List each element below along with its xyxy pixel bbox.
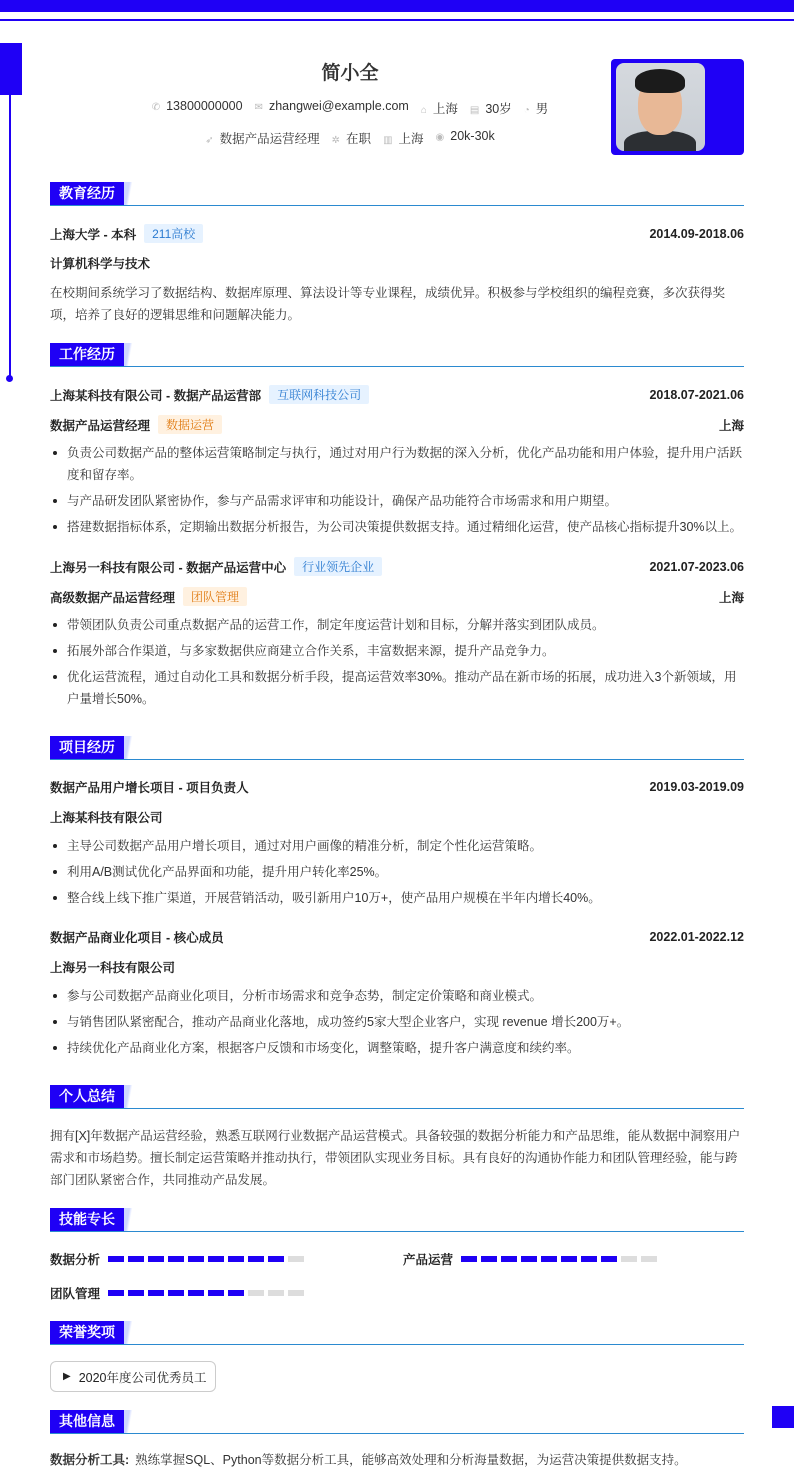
skill-item xyxy=(403,1250,657,1268)
gender: 男 xyxy=(535,102,549,116)
skill-level-segment xyxy=(461,1256,477,1262)
project-date: 2022.01-2022.12 xyxy=(649,930,744,944)
other-info xyxy=(50,1449,744,1471)
project-company: 上海另一科技有限公司 xyxy=(50,961,176,975)
skill-level-segment xyxy=(541,1256,557,1262)
entry-row xyxy=(50,958,744,976)
project-name: 数据产品用户增长项目 - 项目负责人 xyxy=(50,781,249,795)
expand-triangle-icon: ▶ xyxy=(63,1371,71,1382)
entry-row xyxy=(50,415,744,434)
section-title: 技能专长 xyxy=(50,1208,124,1231)
section-project xyxy=(50,736,744,760)
entry-row xyxy=(50,557,744,576)
project-name: 数据产品商业化项目 - 核心成员 xyxy=(50,931,224,945)
work-city: 上海 xyxy=(718,590,744,605)
skill-item xyxy=(50,1284,304,1302)
skill-level-segment xyxy=(228,1290,244,1296)
skill-level-segment xyxy=(108,1290,124,1296)
candidate-name: 简小全 xyxy=(321,63,379,84)
section-work xyxy=(50,343,744,367)
skill-level-segment xyxy=(641,1256,657,1262)
role-tag: 团队管理 xyxy=(183,587,247,606)
edu-date: 2014.09-2018.06 xyxy=(649,226,744,241)
section-other xyxy=(50,1410,744,1434)
skill-level-segment xyxy=(248,1256,264,1262)
section-title: 荣誉奖项 xyxy=(50,1321,124,1344)
award-name: 2020年度公司优秀员工 xyxy=(78,1370,207,1385)
resume-header xyxy=(50,56,650,147)
work-date: 2021.07-2023.06 xyxy=(649,559,744,574)
skill-level-segment xyxy=(268,1256,284,1262)
section-skills xyxy=(50,1208,744,1232)
section-title: 项目经历 xyxy=(50,736,124,759)
age: 30岁 xyxy=(485,102,512,116)
salary: 20k-30k xyxy=(450,129,495,143)
job-title: 数据产品运营经理 xyxy=(219,132,320,146)
city: 上海 xyxy=(432,102,458,116)
skill-level-segment xyxy=(108,1256,124,1262)
skill-level-bar xyxy=(108,1290,304,1296)
job-status: 在职 xyxy=(346,132,372,146)
cake-icon: ▤ xyxy=(469,105,480,116)
email-icon: ✉ xyxy=(254,102,263,113)
top-accent-line xyxy=(0,19,794,21)
company-name: 上海另一科技有限公司 - 数据产品运营中心 xyxy=(50,560,287,575)
skill-level-segment xyxy=(168,1256,184,1262)
skill-level-segment xyxy=(581,1256,597,1262)
skill-level-segment xyxy=(561,1256,577,1262)
skill-level-segment xyxy=(288,1290,304,1296)
section-edu xyxy=(50,182,744,206)
section-title: 工作经历 xyxy=(50,343,124,366)
skill-level-segment xyxy=(128,1256,144,1262)
job-intent xyxy=(50,129,650,147)
work-city: 上海 xyxy=(398,132,424,146)
list-item: 带领团队负责公司重点数据产品的运营工作，制定年度运营计划和目标，分解并落实到团队成员。 xyxy=(50,614,744,636)
list-item: 搭建数据指标体系，定期输出数据分析报告，为公司决策提供数据支持。通过精细化运营，使产品核心指标提升30%以上。 xyxy=(50,516,744,538)
work-duties xyxy=(50,442,744,542)
skill-level-segment xyxy=(148,1256,164,1262)
section-awards xyxy=(50,1321,744,1345)
skill-name: 产品运营 xyxy=(403,1253,454,1267)
list-item: 与产品研发团队紧密协作，参与产品需求评审和功能设计，确保产品功能符合市场需求和用户期望。 xyxy=(50,490,744,512)
send-icon: ➶ xyxy=(205,135,214,146)
list-item: 拓展外部合作渠道，与多家数据供应商建立合作关系，丰富数据来源，提升产品竞争力。 xyxy=(50,640,744,662)
job-title: 高级数据产品运营经理 xyxy=(50,590,176,605)
edu-description: 在校期间系统学习了数据结构、数据库原理、算法设计等专业课程，成绩优异。积极参与学校组织的编程竞赛，多次获得奖项，培养了良好的逻辑思维和问题解决能力。 xyxy=(50,286,726,322)
job-title: 数据产品运营经理 xyxy=(50,418,151,433)
skill-level-segment xyxy=(208,1256,224,1262)
skill-level-segment xyxy=(601,1256,617,1262)
building-icon: ▥ xyxy=(383,135,393,146)
side-accent-dot xyxy=(6,375,13,382)
project-items xyxy=(50,985,744,1063)
top-accent-bar xyxy=(0,0,794,12)
profile-photo-frame xyxy=(611,59,744,155)
skill-level-segment xyxy=(128,1290,144,1296)
entry-row xyxy=(50,587,744,606)
section-summary xyxy=(50,1085,744,1109)
skill-level-segment xyxy=(168,1290,184,1296)
other-label: 数据分析工具: xyxy=(50,1453,130,1467)
skill-level-segment xyxy=(188,1256,204,1262)
skill-level-segment xyxy=(481,1256,497,1262)
skill-level-bar xyxy=(461,1256,657,1262)
skill-level-segment xyxy=(268,1290,284,1296)
company-name: 上海某科技有限公司 - 数据产品运营部 xyxy=(50,388,262,403)
award-item[interactable] xyxy=(50,1361,216,1392)
project-date: 2019.03-2019.09 xyxy=(649,780,744,794)
list-item: 与销售团队紧密配合，推动产品商业化落地，成功签约5家大型企业客户，实现 revenue 增长200万+。 xyxy=(50,1011,744,1033)
major: 计算机科学与技术 xyxy=(50,257,151,271)
list-item: 持续优化产品商业化方案，根据客户反馈和市场变化，调整策略，提升客户满意度和续约率。 xyxy=(50,1037,744,1059)
school-tag: 211高校 xyxy=(144,224,203,243)
entry-row xyxy=(50,778,744,796)
list-item: 参与公司数据产品商业化项目，分析市场需求和竞争态势，制定定价策略和商业模式。 xyxy=(50,985,744,1007)
entry-row xyxy=(50,808,744,826)
home-icon: ⌂ xyxy=(420,105,427,116)
list-item: 主导公司数据产品用户增长项目，通过对用户画像的精准分析，制定个性化运营策略。 xyxy=(50,835,744,857)
entry-row xyxy=(50,385,744,404)
work-duties xyxy=(50,614,744,714)
skill-item xyxy=(50,1250,304,1268)
list-item: 利用A/B测试优化产品界面和功能，提升用户转化率25%。 xyxy=(50,861,744,883)
skill-name: 团队管理 xyxy=(50,1287,101,1301)
avatar xyxy=(616,63,705,151)
contact-info xyxy=(50,99,650,117)
other-text: 熟练掌握SQL、Python等数据分析工具，能够高效处理和分析海量数据，为运营决策提供数据支持。 xyxy=(135,1453,687,1467)
summary-text: 拥有[X]年数据产品运营经验，熟悉互联网行业数据产品运营模式。具备较强的数据分析能力和产品思维，能从数据中洞察用户需求和市场趋势。擅长制定运营策略并推动执行，带领团队实现业务目标。具有良好的沟通协作能力和团队管理经验，能与跨部门团队紧密合作，共同推动产品发展。 xyxy=(50,1129,741,1187)
skill-level-segment xyxy=(288,1256,304,1262)
work-city: 上海 xyxy=(718,418,744,433)
role-tag: 数据运营 xyxy=(158,415,222,434)
corner-accent xyxy=(772,1406,794,1428)
entry-row xyxy=(50,254,744,272)
list-item: 负责公司数据产品的整体运营策略制定与执行，通过对用户行为数据的深入分析，优化产品功能和用户体验，提升用户活跃度和留存率。 xyxy=(50,442,744,486)
skill-level-bar xyxy=(108,1256,304,1262)
skill-level-segment xyxy=(208,1290,224,1296)
entry-row xyxy=(50,928,744,946)
salary-icon: ◉ xyxy=(435,132,445,143)
work-date: 2018.07-2021.06 xyxy=(649,387,744,402)
project-company: 上海某科技有限公司 xyxy=(50,811,163,825)
side-accent-tab xyxy=(0,43,22,95)
section-title: 个人总结 xyxy=(50,1085,124,1108)
gender-icon: ◔ xyxy=(523,105,530,116)
email: zhangwei@example.com xyxy=(268,99,409,113)
skill-name: 数据分析 xyxy=(50,1253,101,1267)
school-name: 上海大学 - 本科 xyxy=(50,227,137,242)
list-item: 整合线上线下推广渠道，开展营销活动，吸引新用户10万+，使产品用户规模在半年内增长40%。 xyxy=(50,887,744,909)
skill-level-segment xyxy=(501,1256,517,1262)
skill-level-segment xyxy=(521,1256,537,1262)
phone: 13800000000 xyxy=(166,99,243,113)
skill-level-segment xyxy=(621,1256,637,1262)
section-title: 教育经历 xyxy=(50,182,124,205)
skill-level-segment xyxy=(228,1256,244,1262)
skill-level-segment xyxy=(188,1290,204,1296)
company-tag: 互联网科技公司 xyxy=(269,385,369,404)
section-title: 其他信息 xyxy=(50,1410,124,1433)
skill-level-segment xyxy=(148,1290,164,1296)
status-icon: ✲ xyxy=(331,135,341,146)
project-items xyxy=(50,835,744,913)
company-tag: 行业领先企业 xyxy=(294,557,382,576)
list-item: 优化运营流程，通过自动化工具和数据分析手段，提高运营效率30%。推动产品在新市场的拓展，成功进入3个新领域，用户量增长50%。 xyxy=(50,666,744,710)
skill-level-segment xyxy=(248,1290,264,1296)
side-accent-line xyxy=(9,95,11,378)
entry-row xyxy=(50,224,744,243)
phone-icon: ✆ xyxy=(151,102,161,113)
